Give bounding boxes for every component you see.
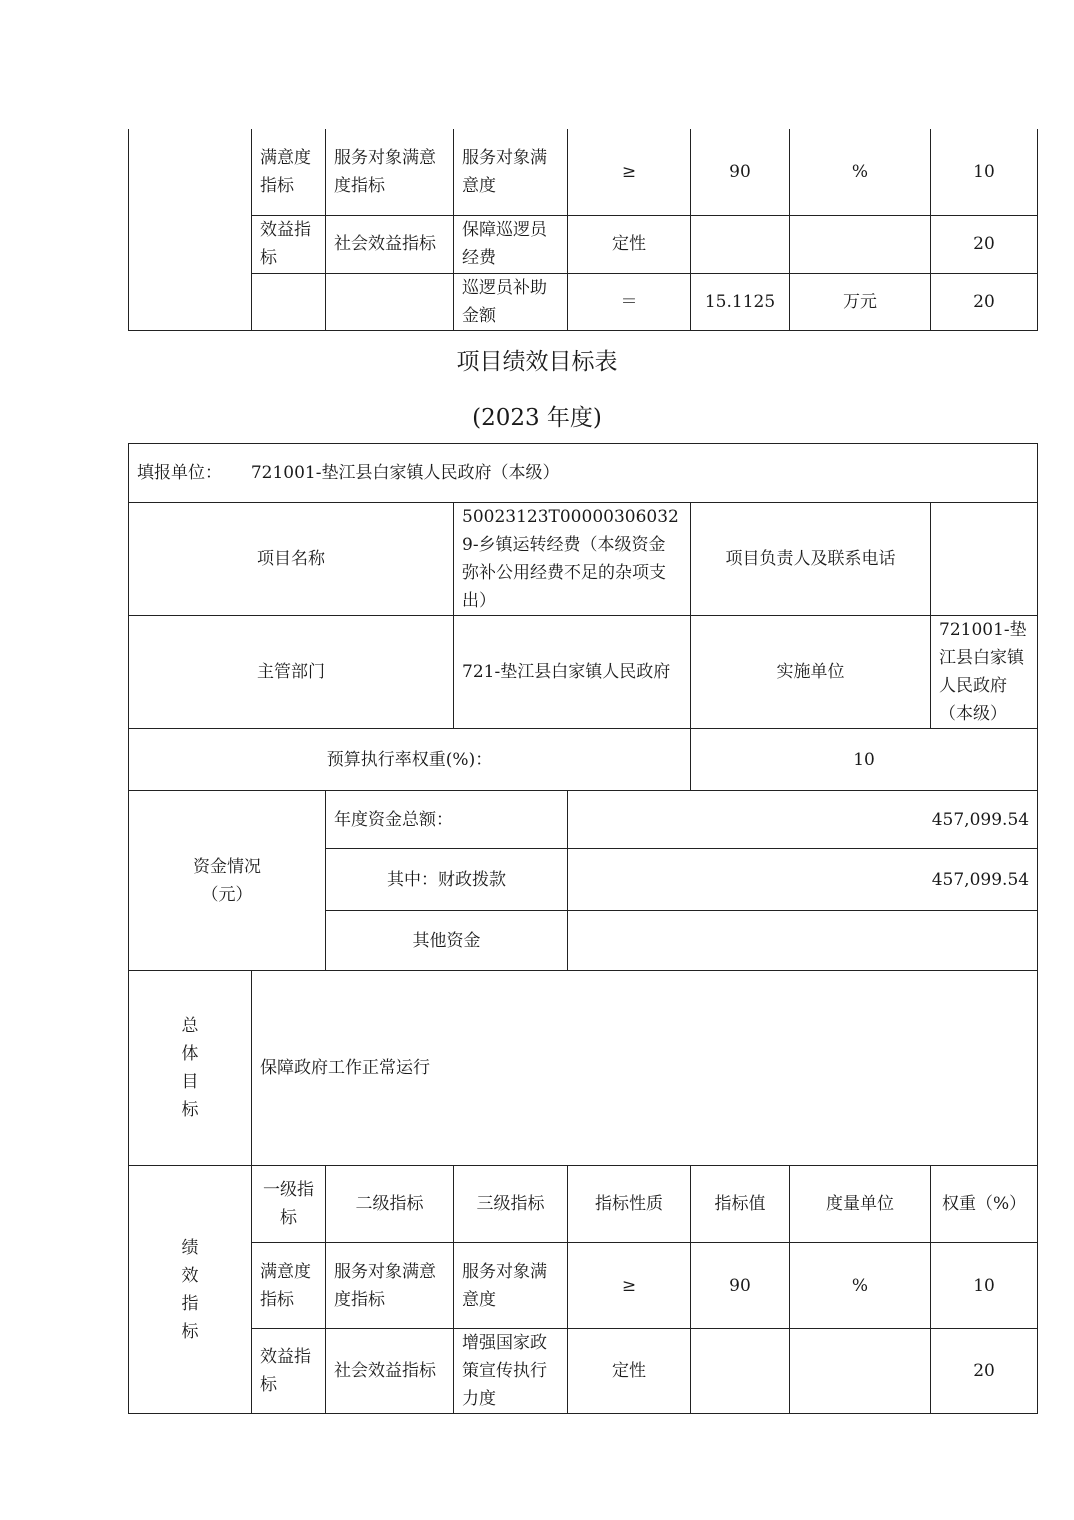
goal-label — [129, 971, 252, 1166]
level2-cell: 社会效益指标 — [326, 215, 454, 273]
other-value — [568, 911, 1038, 971]
reporting-unit-cell — [129, 444, 1038, 503]
contact-label: 项目负责人及联系电话 — [691, 503, 931, 616]
level2-cell: 社会效益指标 — [326, 1329, 454, 1414]
header-cell: 指标性质 — [568, 1166, 691, 1243]
perf-label-text: 绩效指标 — [181, 1237, 199, 1342]
level3-cell: 服务对象满意度 — [454, 129, 568, 215]
performance-target-table — [128, 443, 1038, 1414]
goal-value: 保障政府工作正常运行 — [252, 971, 1038, 1166]
funds-label — [129, 791, 326, 971]
dept-label: 主管部门 — [129, 616, 454, 729]
weight-cell: 20 — [931, 1329, 1038, 1414]
level2-cell — [326, 273, 454, 330]
level1-cell: 满意度指标 — [252, 129, 326, 215]
goal-row — [129, 971, 1038, 1166]
value-cell: 90 — [691, 1243, 790, 1329]
level3-cell: 增强国家政策宣传执行力度 — [454, 1329, 568, 1414]
value-cell: 90 — [691, 129, 790, 215]
page-subtitle: (2023 年度) — [472, 405, 602, 431]
budget-rate-row — [129, 729, 1038, 791]
budget-rate-label: 预算执行率权重(%)： — [129, 729, 691, 791]
value-cell — [691, 1329, 790, 1414]
fiscal-label: 其中：财政拨款 — [326, 849, 568, 911]
blank-cell — [129, 129, 252, 330]
impl-value: 721001-垫江县白家镇人民政府（本级） — [931, 616, 1038, 729]
project-name-value: 50023123T000003060329-乡镇运转经费（本级资金弥补公用经费不足的杂项支出） — [454, 503, 691, 616]
level3-cell: 服务对象满意度 — [454, 1243, 568, 1329]
level1-cell: 满意度指标 — [252, 1243, 326, 1329]
header-cell: 二级指标 — [326, 1166, 454, 1243]
unit-cell: % — [790, 1243, 931, 1329]
project-name-label: 项目名称 — [129, 503, 454, 616]
nature-cell: 定性 — [568, 215, 691, 273]
unit-cell: 万元 — [790, 273, 931, 330]
table-row — [129, 129, 1038, 215]
total-label: 年度资金总额： — [326, 791, 568, 849]
total-value: 457,099.54 — [568, 791, 1038, 849]
perf-header-row — [129, 1166, 1038, 1243]
weight-cell: 20 — [931, 215, 1038, 273]
header-cell: 指标值 — [691, 1166, 790, 1243]
contact-value — [931, 503, 1038, 616]
budget-rate-value: 10 — [691, 729, 1038, 791]
nature-cell: ≥ — [568, 129, 691, 215]
funds-total-row — [129, 791, 1038, 849]
weight-cell: 10 — [931, 129, 1038, 215]
funds-label-text: 资金情况（元） — [193, 856, 261, 905]
fiscal-value: 457,099.54 — [568, 849, 1038, 911]
weight-cell: 10 — [931, 1243, 1038, 1329]
table-row — [129, 215, 1038, 273]
project-name-row — [129, 503, 1038, 616]
unit-cell: % — [790, 129, 931, 215]
department-row — [129, 616, 1038, 729]
reporting-unit-value: 721001-垫江县白家镇人民政府（本级） — [250, 463, 560, 483]
table-row — [129, 273, 1038, 330]
nature-cell: ＝ — [568, 273, 691, 330]
reporting-unit-row — [129, 444, 1038, 503]
nature-cell: 定性 — [568, 1329, 691, 1414]
level3-cell: 巡逻员补助金额 — [454, 273, 568, 330]
table-row — [129, 1329, 1038, 1414]
dept-value: 721-垫江县白家镇人民政府 — [454, 616, 691, 729]
level1-cell — [252, 273, 326, 330]
weight-cell: 20 — [931, 273, 1038, 330]
continuation-table — [128, 129, 1038, 331]
value-cell: 15.1125 — [691, 273, 790, 330]
level2-cell: 服务对象满意度指标 — [326, 129, 454, 215]
page-title: 项目绩效目标表 — [456, 349, 618, 375]
perf-label — [129, 1166, 252, 1414]
value-cell — [691, 215, 790, 273]
level1-cell: 效益指标 — [252, 1329, 326, 1414]
level3-cell: 保障巡逻员经费 — [454, 215, 568, 273]
reporting-unit-label: 填报单位： — [137, 463, 222, 483]
level1-cell: 效益指标 — [252, 215, 326, 273]
header-cell: 一级指标 — [252, 1166, 326, 1243]
impl-label: 实施单位 — [691, 616, 931, 729]
unit-cell — [790, 215, 931, 273]
level2-cell: 服务对象满意度指标 — [326, 1243, 454, 1329]
unit-cell — [790, 1329, 931, 1414]
nature-cell: ≥ — [568, 1243, 691, 1329]
other-label: 其他资金 — [326, 911, 568, 971]
goal-label-text: 总体目标 — [181, 1016, 199, 1120]
header-cell: 三级指标 — [454, 1166, 568, 1243]
table-row — [129, 1243, 1038, 1329]
header-cell: 权重（%） — [931, 1166, 1038, 1243]
header-cell: 度量单位 — [790, 1166, 931, 1243]
